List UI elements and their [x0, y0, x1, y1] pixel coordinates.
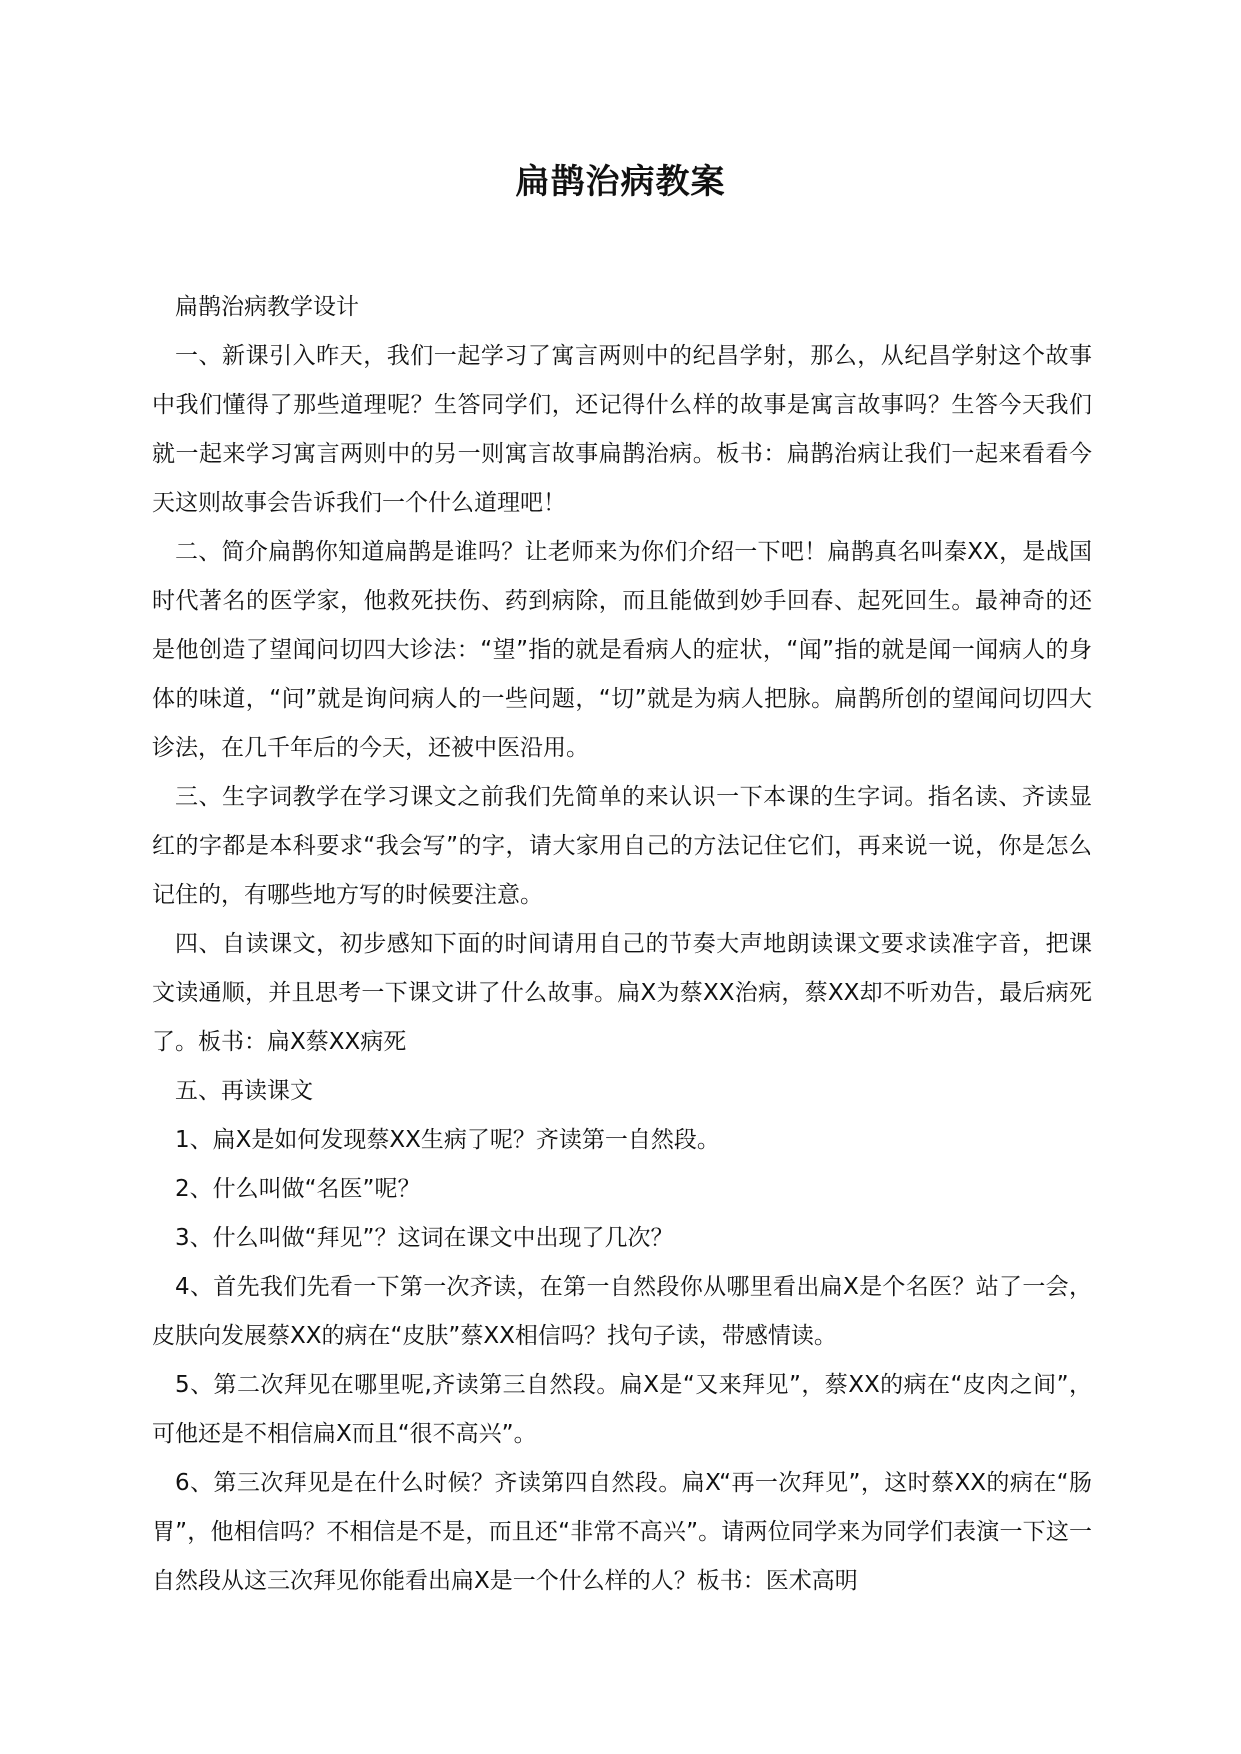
- paragraph-section-1: 一、新课引入昨天，我们一起学习了寓言两则中的纪昌学射，那么，从纪昌学射这个故事中我们懂得了那些道理呢？生答同学们，还记得什么样的故事是寓言故事吗？生答今天我们就一起来学习寓言两则中的另一则寓言故事扁鹊治病。板书：扁鹊治病让我们一起来看看今天这则故事会告诉我们一个什么道理吧！: [152, 343, 1092, 516]
- paragraph-item-4: 4、首先我们先看一下第一次齐读，在第一自然段你从哪里看出扁X是个名医？站了一会，皮肤向发展蔡XX的病在“皮肤”蔡XX相信吗？找句子读，带感情读。: [152, 1274, 1092, 1349]
- paragraph-item-5: 5、第二次拜见在哪里呢,齐读第三自然段。扁X是“又来拜见”，蔡XX的病在“皮肉之间”，可他还是不相信扁X而且“很不高兴”。: [152, 1372, 1092, 1447]
- paragraph-item-2: 2、什么叫做“名医”呢？: [175, 1176, 421, 1202]
- paragraph-section-3: 三、生字词教学在学习课文之前我们先简单的来认识一下本课的生字词。指名读、齐读显红的字都是本科要求“我会写”的字，请大家用自己的方法记住它们，再来说一说，你是怎么记住的，有哪些地方写的时候要注意。: [152, 784, 1092, 908]
- document-body: [152, 283, 1092, 1606]
- document-title: 扁鹊治病教案: [515, 162, 726, 202]
- paragraph-item-3: 3、什么叫做“拜见”？这词在课文中出现了几次？: [175, 1225, 674, 1251]
- paragraph-section-2: 二、简介扁鹊你知道扁鹊是谁吗？让老师来为你们介绍一下吧！扁鹊真名叫秦XX，是战国时代著名的医学家，他救死扶伤、药到病除，而且能做到妙手回春、起死回生。最神奇的还是他创造了望闻问切四大诊法：“望”指的就是看病人的症状，“闻”指的就是闻一闻病人的身体的味道，“问”就是询问病人的一些问题，“切”就是为病人把脉。扁鹊所创的望闻问切四大诊法，在几千年后的今天，还被中医沿用。: [152, 539, 1092, 761]
- paragraph-item-1: 1、扁X是如何发现蔡XX生病了呢？齐读第一自然段。: [175, 1127, 720, 1153]
- paragraph-section-5: 五、再读课文: [175, 1078, 313, 1104]
- paragraph-section-4: 四、自读课文，初步感知下面的时间请用自己的节奏大声地朗读课文要求读准字音，把课文读通顺，并且思考一下课文讲了什么故事。扁X为蔡XX治病，蔡XX却不听劝告，最后病死了。板书：扁X蔡XX病死: [152, 931, 1092, 1055]
- paragraph-item-6: 6、第三次拜见是在什么时候？齐读第四自然段。扁X“再一次拜见”，这时蔡XX的病在“肠胃”，他相信吗？不相信是不是，而且还“非常不高兴”。请两位同学来为同学们表演一下这一自然段从这三次拜见你能看出扁X是一个什么样的人？板书：医术高明: [152, 1470, 1092, 1594]
- paragraph-subtitle: 扁鹊治病教学设计: [175, 294, 359, 320]
